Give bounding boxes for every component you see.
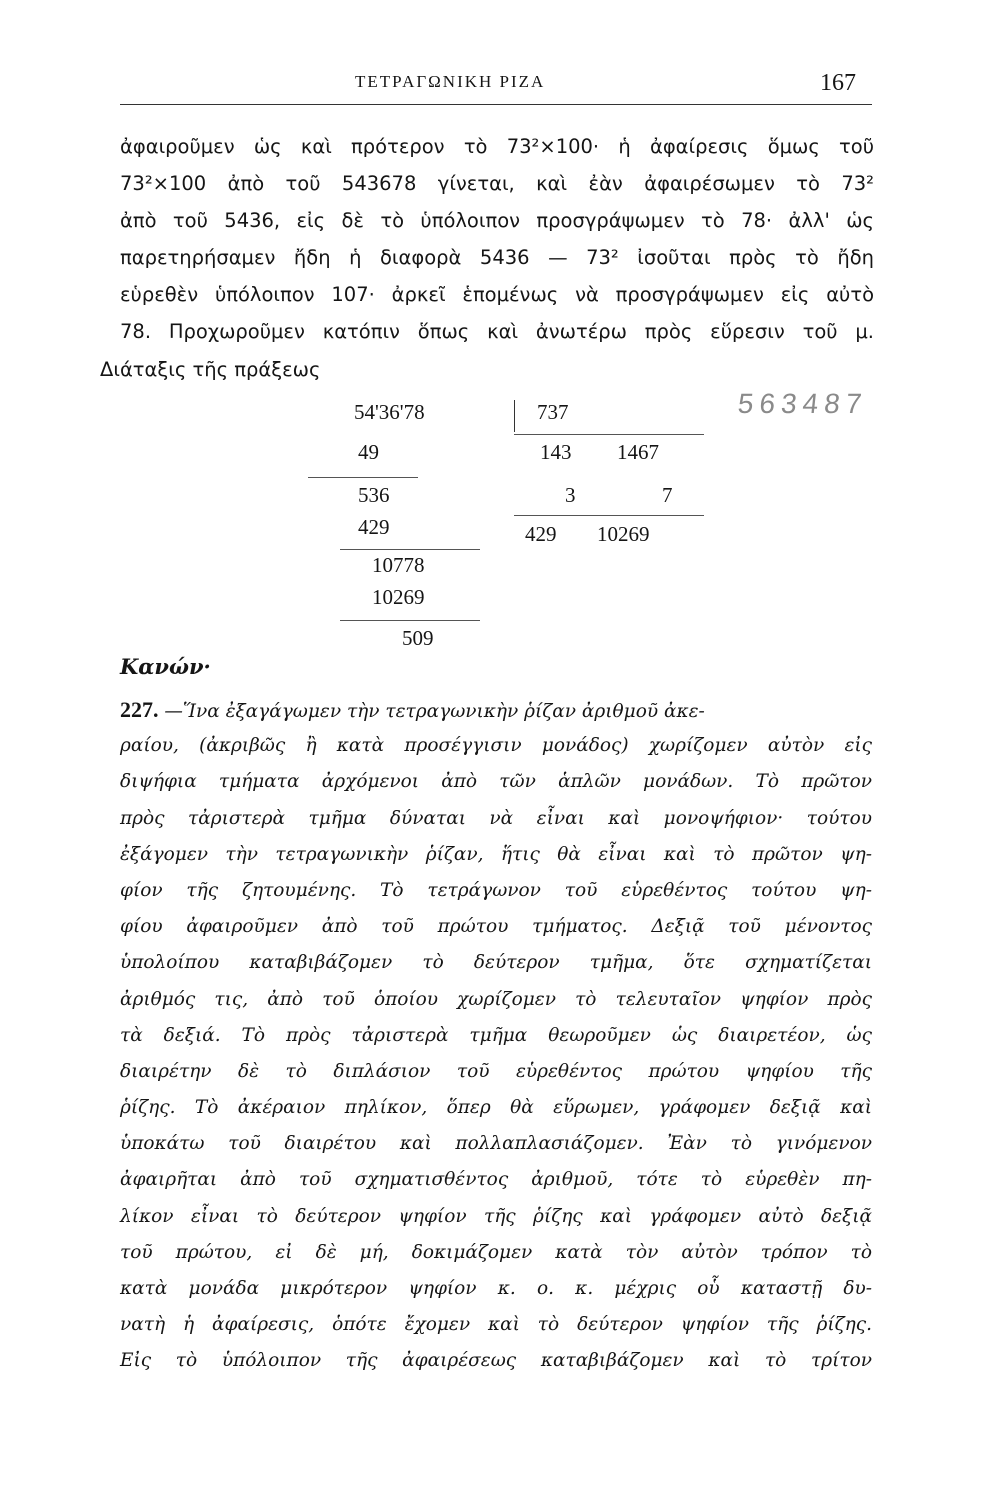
first-square: 49 [358,440,379,464]
running-title: ΤΕΤΡΑΓΩΝΙΚΗ ΡΙΖΑ [355,72,546,91]
subtraction-line [308,477,418,478]
subtract-10269: 10269 [372,585,425,609]
text-line: ὑποκάτω τοῦ διαιρέτου καὶ πολλαπλασιάζομεν. Ἐὰν τὸ γινόμενον [120,1133,872,1155]
product-line [514,515,704,516]
text-line: φίον τῆς ζητουμένης. Τὸ τετράγωνον τοῦ εὑρεθέντος τούτου ψη- [120,879,872,901]
rule-paragraph [120,692,872,1380]
text-line: ἀφαιροῦμεν ὡς καὶ πρότερον τὸ 73²×100· ἡ ἀφαίρεσις ὅμως τοῦ [120,135,874,158]
text-line: 78. Προχωροῦμεν κατόπιν ὅπως καὶ ἀνωτέρω πρὸς εὕρεσιν τοῦ μ. [120,320,874,343]
text-line: παρετηρήσαμεν ἤδη ἡ διαφορὰ 5436 — 73² ἰσοῦται πρὸς τὸ ἤδη [120,246,874,269]
rule-first-line: —Ἵνα ἐξαγάγωμεν τὴν τετραγωνικὴν ῥίζαν ἀριθμοῦ ἀκε- [164,701,705,722]
text-line: νατὴ ἡ ἀφαίρεσις, ὁπότε ἔχομεν καὶ τὸ δεύτερον ψηφίον τῆς ῥίζης. [120,1314,872,1336]
section-number: 227. [120,697,159,722]
handwritten-margin-note: 563487 [736,388,870,419]
subtraction-line [340,549,480,550]
product-10269: 10269 [597,522,650,546]
text-line: κατὰ μονάδα μικρότερον ψηφίον κ. ο. κ. μέχρις οὗ καταστῇ δυ- [120,1278,872,1299]
root-separator [514,400,515,432]
text-line: φίου ἀφαιροῦμεν ἀπὸ τοῦ πρώτου τμήματος. Δεξιᾷ τοῦ μένοντος [120,916,872,938]
root-underline [514,434,704,435]
text-line: ῥίζης. Τὸ ἀκέραιον πηλίκον, ὅπερ θὰ εὕρωμεν, γράφομεν δεξιᾷ καὶ [120,1097,872,1119]
rule-heading: Κανών· [120,654,211,679]
text-line: ἀπὸ τοῦ 5436, εἰς δὲ τὸ ὑπόλοιπον προσγράψωμεν τὸ 78· ἀλλ' ὡς [120,209,874,232]
text-line: διαιρέτην δὲ τὸ διπλάσιον τοῦ εὑρεθέντος πρώτου ψηφίου τῆς [120,1060,872,1082]
text-line: ἐξάγομεν τὴν τετραγωνικὴν ῥίζαν, ἥτις θὰ εἶναι καὶ τὸ πρῶτον ψη- [120,843,872,865]
final-remainder: 509 [402,626,434,650]
text-line: ἀφαιρῆται ἀπὸ τοῦ σχηματισθέντος ἀριθμοῦ, τότε τὸ εὑρεθὲν πη- [120,1169,872,1191]
digit-7: 7 [662,483,673,507]
dividend: 54'36'78 [354,400,425,424]
square-root-layout [0,0,984,700]
text-line: ἀριθμός τις, ἀπὸ τοῦ ὁποίου χωρίζομεν τὸ τελευταῖον ψηφίον πρὸς [120,988,872,1010]
trial-divisor-143: 143 [540,440,572,464]
text-line: ραίου, (ἀκριβῶς ἢ κατὰ προσέγγισιν μονάδος) χωρίζομεν αὐτὸν εἰς [120,735,872,757]
text-line: 73²×100 ἀπὸ τοῦ 543678 γίνεται, καὶ ἐὰν ἀφαιρέσωμεν τὸ 73² [120,172,874,195]
product-429: 429 [525,522,557,546]
text-line: λίκον εἶναι τὸ δεύτερον ψηφίον τῆς ῥίζης καὶ γράφομεν αὐτὸ δεξιᾷ [120,1205,872,1227]
text-line: τὰ δεξιά. Τὸ πρὸς τἀριστερὰ τμῆμα θεωροῦμεν ὡς διαιρετέον, ὡς [120,1024,872,1046]
text-line: Εἰς τὸ ὑπόλοιπον τῆς ἀφαιρέσεως καταβιβάζομεν καὶ τὸ τρίτον [120,1350,872,1372]
remainder-10778: 10778 [372,553,425,577]
remainder-536: 536 [358,483,390,507]
subtract-429: 429 [358,515,390,539]
text-line [120,692,872,728]
text-line: ὑπολοίπου καταβιβάζομεν τὸ δεύτερον τμῆμα, ὅτε σχηματίζεται [120,952,872,974]
digit-3: 3 [565,483,576,507]
text-line: τοῦ πρώτου, εἰ δὲ μή, δοκιμάζομεν κατὰ τὸν αὐτὸν τρόπον τὸ [120,1241,872,1263]
text-line: πρὸς τἀριστερὰ τμῆμα δύναται νὰ εἶναι καὶ μονοψήφιον· τούτου [120,807,872,829]
page-number: 167 [820,70,856,96]
arrangement-label: Διάταξις τῆς πράξεως [100,358,321,381]
text-line: εὑρεθὲν ὑπόλοιπον 107· ἀρκεῖ ἑπομένως νὰ προσγράψωμεν εἰς αὐτὸ [120,283,874,306]
subtraction-line [340,620,480,621]
trial-divisor-1467: 1467 [617,440,659,464]
text-line: διψήφια τμήματα ἀρχόμενοι ἀπὸ τῶν ἁπλῶν μονάδων. Τὸ πρῶτον [120,771,872,793]
root-value: 737 [537,400,569,424]
